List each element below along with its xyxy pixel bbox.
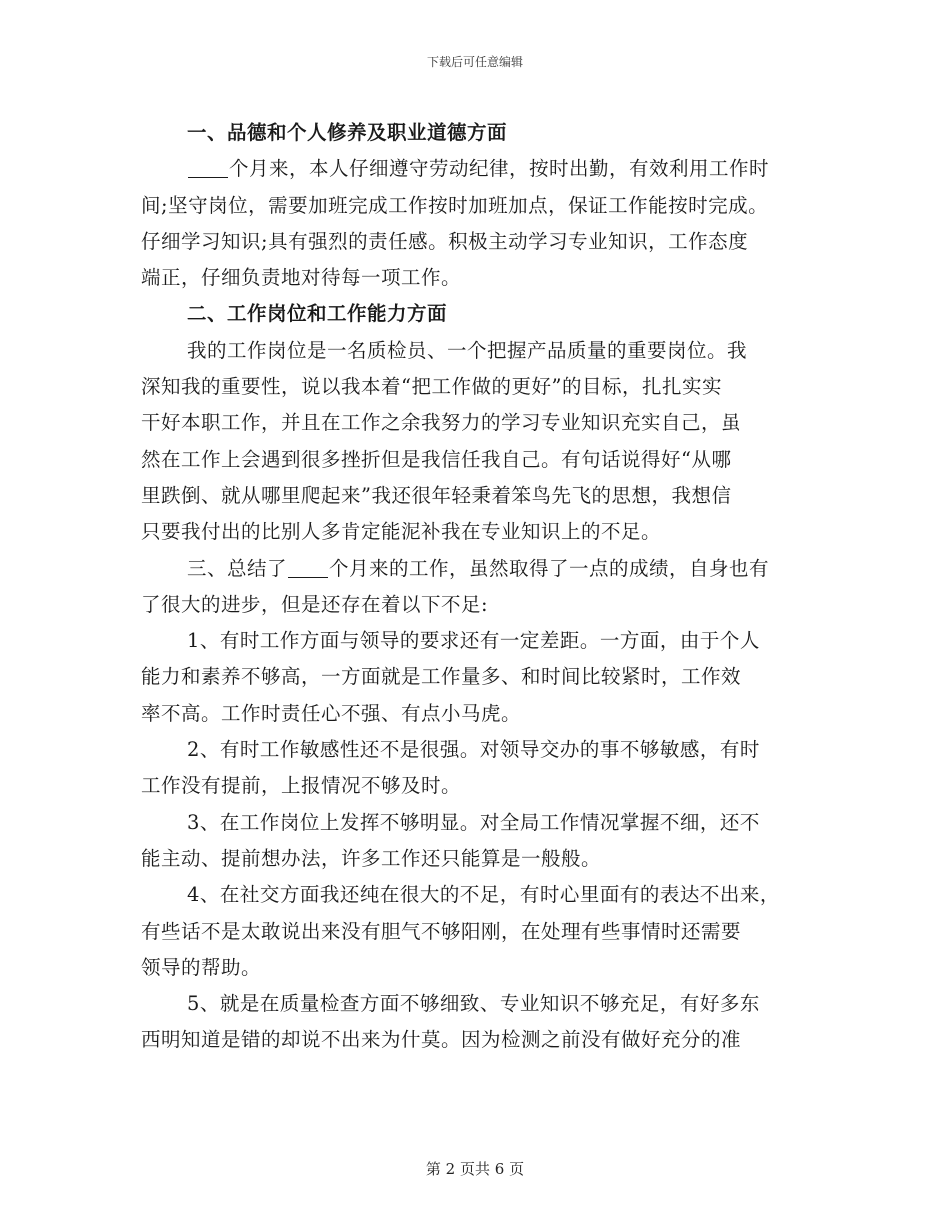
line-text: 我的工作岗位是一名质检员、一个把握产品质量的重要岗位。我 bbox=[187, 338, 748, 362]
text-line bbox=[141, 188, 823, 224]
text-line bbox=[141, 623, 823, 659]
line-text: 4、在社交方面我还纯在很大的不足，有时心里面有的表达不出来， bbox=[187, 883, 780, 907]
line-text: 工作没有提前，上报情况不够及时。 bbox=[141, 774, 462, 798]
line-text: 领导的帮助。 bbox=[141, 955, 262, 979]
line-text: 三、总结了 bbox=[187, 556, 288, 580]
text-line bbox=[141, 950, 823, 986]
section-heading bbox=[141, 115, 823, 151]
line-text: 端正，仔细负责地对待每一项工作。 bbox=[141, 266, 462, 290]
text-line bbox=[141, 551, 823, 587]
line-text: 西明知道是错的却说不出来为什莫。因为检测之前没有做好充分的准 bbox=[141, 1028, 742, 1052]
fill-in-blank bbox=[188, 176, 228, 178]
document-body bbox=[141, 115, 823, 1059]
text-line bbox=[141, 696, 823, 732]
text-line bbox=[141, 405, 823, 441]
line-text: 然在工作上会遇到很多挫折但是我信任我自己。有句话说得好“从哪 bbox=[141, 447, 732, 471]
text-line bbox=[141, 333, 823, 369]
text-line bbox=[141, 841, 823, 877]
text-line bbox=[141, 369, 823, 405]
line-text: 2、有时工作敏感性还不是很强。对领导交办的事不够敏感，有时 bbox=[187, 738, 760, 762]
text-line bbox=[141, 478, 823, 514]
line-text: 1、有时工作方面与领导的要求还有一定差距。一方面，由于个人 bbox=[187, 629, 760, 653]
text-line bbox=[141, 1022, 823, 1058]
line-text: 一、品德和个人修养及职业道德方面 bbox=[187, 121, 508, 144]
text-line bbox=[141, 587, 823, 623]
line-text: 只要我付出的比别人多肯定能泥补我在专业知识上的不足。 bbox=[141, 520, 662, 544]
text-line bbox=[141, 986, 823, 1022]
section-heading bbox=[141, 296, 823, 332]
text-line bbox=[141, 732, 823, 768]
text-line bbox=[141, 659, 823, 695]
line-text: 率不高。工作时责任心不强、有点小马虎。 bbox=[141, 701, 522, 725]
line-text: 个月来，本人仔细遵守劳动纪律，按时出勤，有效利用工作时 bbox=[229, 157, 770, 181]
line-text: 3、在工作岗位上发挥不够明显。对全局工作情况掌握不细，还不 bbox=[187, 810, 760, 834]
line-text: 二、工作岗位和工作能力方面 bbox=[187, 302, 448, 326]
text-line bbox=[141, 877, 823, 913]
text-line bbox=[141, 768, 823, 804]
text-line bbox=[141, 260, 823, 296]
page-number: 第 2 页共 6 页 bbox=[425, 1160, 525, 1178]
text-line bbox=[141, 442, 823, 478]
text-line bbox=[141, 914, 823, 950]
line-text: 5、就是在质量检查方面不够细致、专业知识不够充足，有好多东 bbox=[187, 992, 760, 1016]
line-text: 深知我的重要性，说以我本着“把工作做的更好”的目标，扎扎实实 bbox=[141, 375, 722, 399]
text-line bbox=[141, 224, 823, 260]
line-text: 仔细学习知识;具有强烈的责任感。积极主动学习专业知识，工作态度 bbox=[141, 229, 749, 253]
line-text: 能主动、提前想办法，许多工作还只能算是一般般。 bbox=[141, 846, 602, 870]
line-text: 个月来的工作，虽然取得了一点的成绩，自身也有 bbox=[329, 556, 770, 580]
line-text: 了很大的进步，但是还存在着以下不足: bbox=[141, 592, 489, 616]
line-text: 里跌倒、就从哪里爬起来”我还很年轻秉着笨鸟先飞的思想，我想信 bbox=[141, 483, 732, 507]
text-line bbox=[141, 805, 823, 841]
text-line bbox=[141, 151, 823, 187]
line-text: 间;坚守岗位，需要加班完成工作按时加班加点，保证工作能按时完成。 bbox=[141, 193, 769, 217]
line-text: 有些话不是太敢说出来没有胆气不够阳刚，在处理有些事情时还需要 bbox=[141, 919, 742, 943]
line-text: 干好本职工作，并且在工作之余我努力的学习专业知识充实自己，虽 bbox=[141, 411, 742, 435]
fill-in-blank bbox=[288, 576, 328, 578]
text-line bbox=[141, 514, 823, 550]
line-text: 能力和素养不够高，一方面就是工作量多、和时间比较紧时，工作效 bbox=[141, 665, 742, 689]
page-header: 下载后可任意编辑 bbox=[426, 55, 523, 69]
